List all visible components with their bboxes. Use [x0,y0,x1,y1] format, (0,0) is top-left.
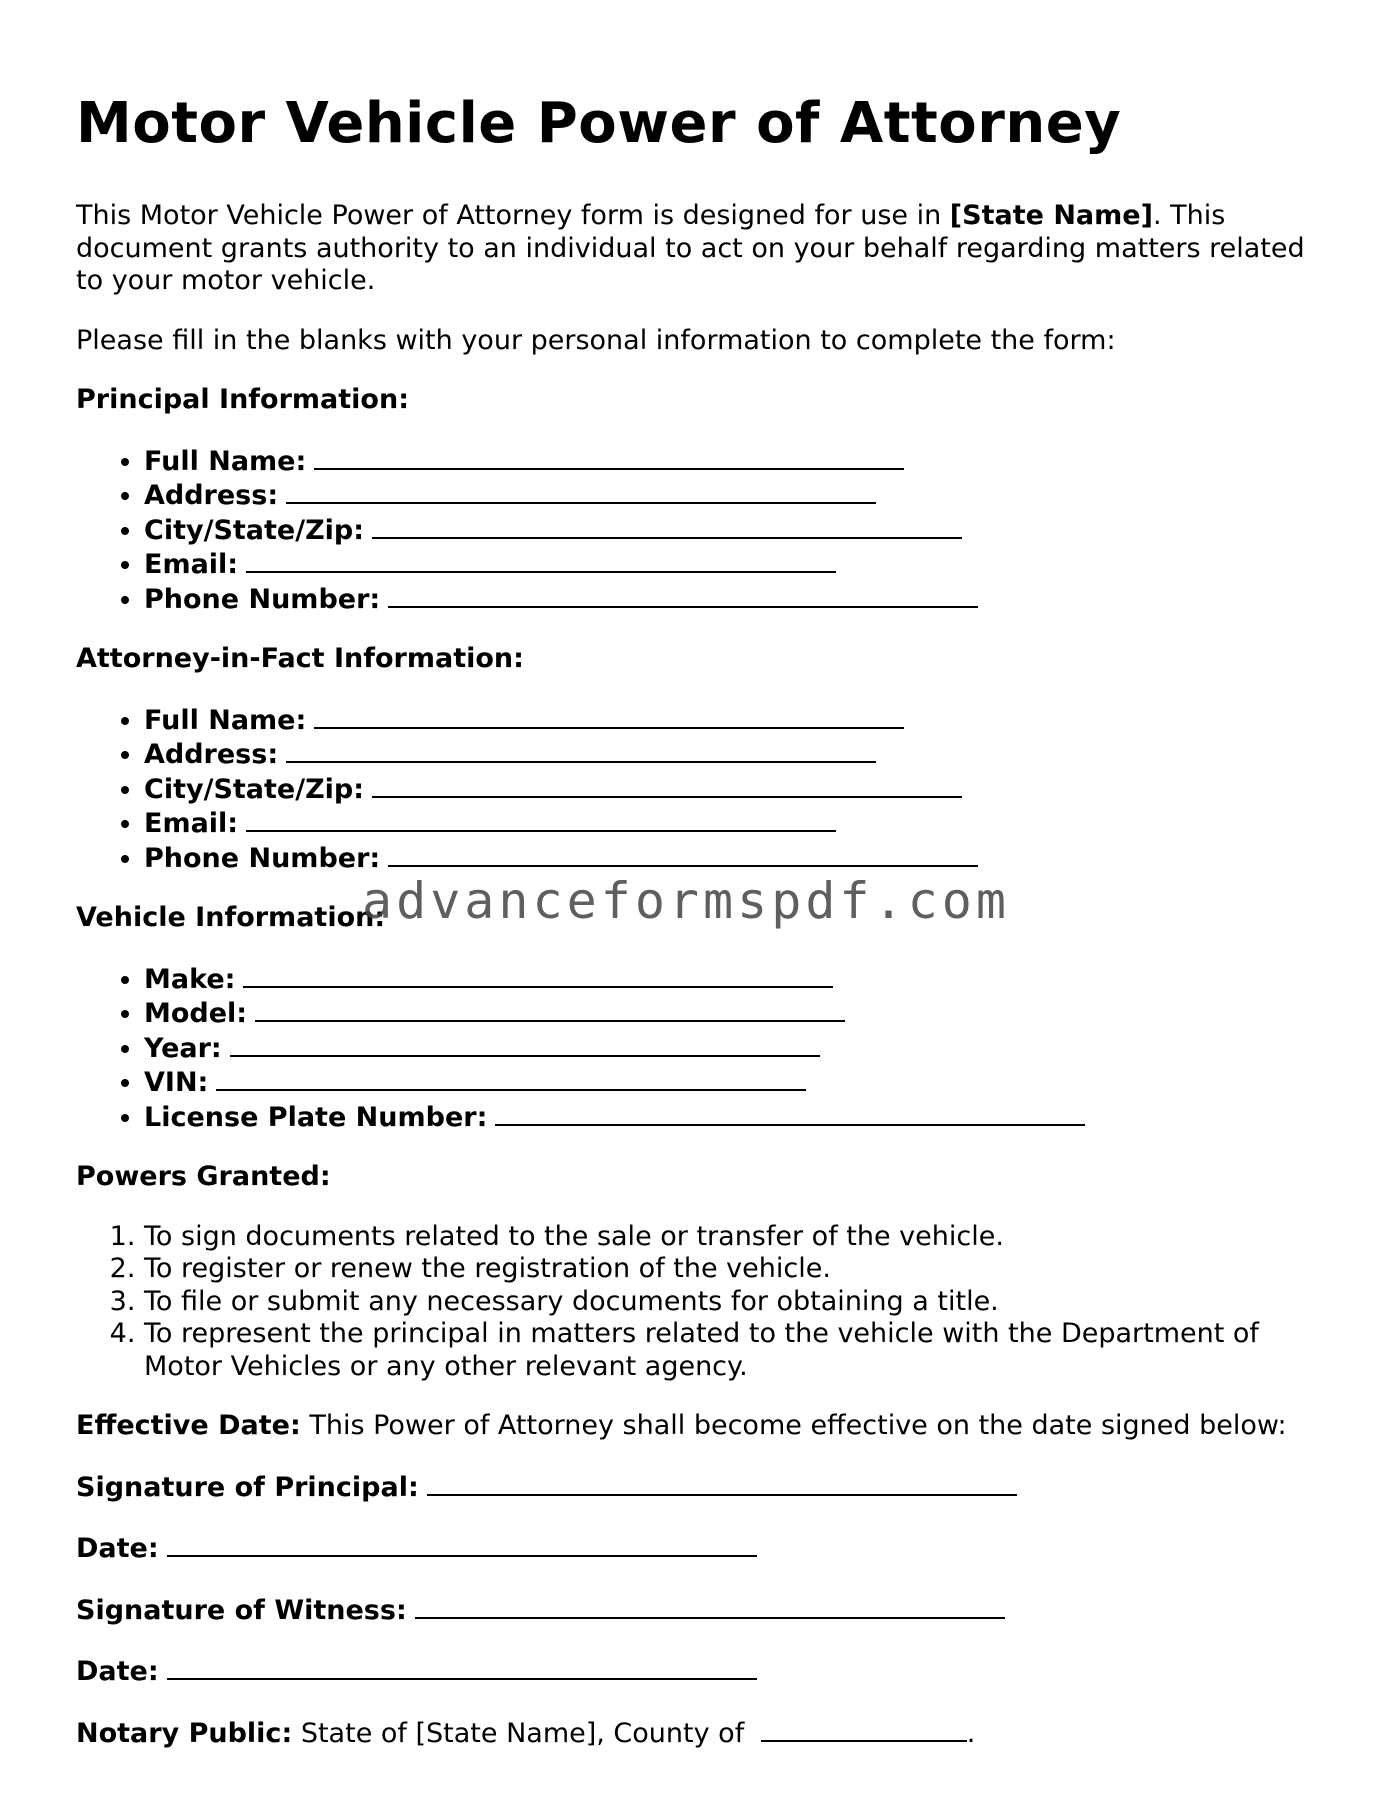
page-title: Motor Vehicle Power of Attorney [76,91,1122,156]
principal-heading: Principal Information: [76,384,410,416]
instructions: Please fill in the blanks with your personal information to complete the form: [76,324,1116,356]
vehicle-vin: • VIN: [144,1065,1326,1100]
effective-date [76,1410,1326,1443]
vehicle-year: • Year: [144,1031,1326,1066]
intro-before: This Motor Vehicle Power of Attorney form is designed for use in [76,200,950,232]
power-item: 3. To file or submit any necessary documents for obtaining a title. [144,1286,1326,1319]
attorney-heading: Attorney-in-Fact Information: [76,643,524,675]
vehicle-license-plate-blank[interactable] [495,1100,1085,1126]
notary-line [76,1716,1326,1751]
principal-address: • Address: [144,478,1326,513]
attorney-city-state-zip: • City/State/Zip: [144,772,1326,807]
principal-fields [76,444,1326,617]
attorney-phone: • Phone Number: [144,841,1326,876]
powers-heading: Powers Granted: [76,1161,331,1193]
date-blank-2[interactable] [167,1654,757,1680]
intro-paragraph [76,200,1326,298]
principal-signature-blank[interactable] [427,1470,1017,1496]
attorney-email: • Email: [144,806,1326,841]
vehicle-vin-blank[interactable] [216,1065,806,1091]
state-placeholder: [State Name] [949,200,1153,232]
principal-city-state-zip: • City/State/Zip: [144,513,1326,548]
powers-list [76,1221,1326,1384]
vehicle-year-blank[interactable] [230,1031,820,1057]
attorney-address-blank[interactable] [286,737,876,763]
principal-full-name: • Full Name: [144,444,1326,479]
date-line-2: Date: [76,1654,1326,1689]
intro-after: . This document grants authority to an individual to act on your behalf regarding matters related to your motor vehicle. [76,200,1305,297]
notary-text: State of [State Name], County of [292,1717,753,1749]
power-item: 1. To sign documents related to the sale or transfer of the vehicle. [144,1221,1326,1254]
county-blank[interactable] [761,1716,967,1742]
witness-signature-blank[interactable] [415,1593,1005,1619]
attorney-city-state-zip-blank[interactable] [372,772,962,798]
vehicle-model-blank[interactable] [255,996,845,1022]
vehicle-license-plate: • License Plate Number: [144,1100,1326,1135]
watermark: advanceformspdf.com [362,872,1010,930]
principal-city-state-zip-blank[interactable] [372,513,962,539]
principal-phone-blank[interactable] [388,582,978,608]
effective-date-text: This Power of Attorney shall become effective on the date signed below: [300,1410,1287,1442]
principal-signature-line: Signature of Principal: [76,1470,1326,1505]
principal-address-blank[interactable] [286,478,876,504]
power-item: 4. To represent the principal in matters related to the vehicle with the Department of Motor Vehicles or any other relevant agency. [144,1318,1326,1383]
attorney-email-blank[interactable] [246,806,836,832]
vehicle-make-blank[interactable] [243,962,833,988]
vehicle-heading: Vehicle Information: [76,902,386,934]
date-line-1: Date: [76,1531,1326,1566]
principal-full-name-blank[interactable] [314,444,904,470]
power-item: 2. To register or renew the registration of the vehicle. [144,1253,1326,1286]
effective-date-label: Effective Date: [76,1410,301,1442]
vehicle-make: • Make: [144,962,1326,997]
vehicle-fields [76,962,1326,1135]
principal-email: • Email: [144,547,1326,582]
attorney-phone-blank[interactable] [388,841,978,867]
attorney-full-name-blank[interactable] [314,703,904,729]
witness-signature-line: Signature of Witness: [76,1593,1326,1628]
principal-phone: • Phone Number: [144,582,1326,617]
principal-email-blank[interactable] [246,547,836,573]
date-blank-1[interactable] [167,1531,757,1557]
notary-label: Notary Public: [76,1717,293,1749]
notary-end: . [966,1717,976,1749]
attorney-fields [76,703,1326,876]
attorney-address: • Address: [144,737,1326,772]
attorney-full-name: • Full Name: [144,703,1326,738]
vehicle-model: • Model: [144,996,1326,1031]
